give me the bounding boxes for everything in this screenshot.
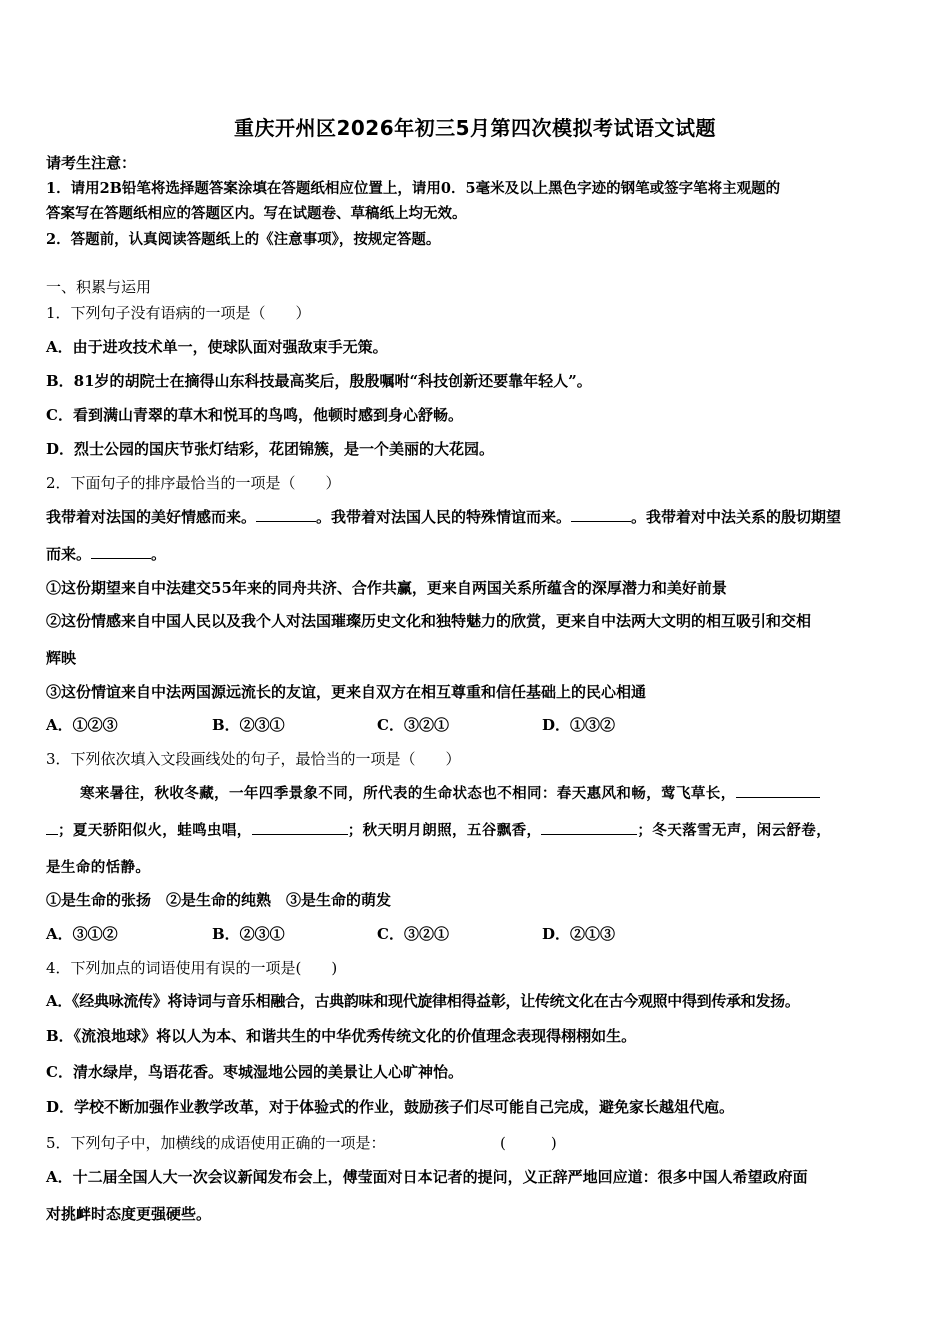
- q2-option-c: C．③②①: [377, 716, 449, 734]
- q2-text-1b: 。我带着对法国人民的特殊情谊而来。: [316, 508, 572, 526]
- notice-item-2: 2．答题前，认真阅读答题纸上的《注意事项》，按规定答题。: [46, 231, 441, 248]
- q3-option-b: B．②③①: [212, 925, 285, 943]
- q3-option-d: D．②①③: [542, 925, 616, 943]
- q3-passage-line1: [80, 782, 820, 803]
- q2-option-b: B．②③①: [212, 716, 285, 734]
- notice-item-1b: 答案写在答题纸相应的答题区内。写在试题卷、草稿纸上均无效。: [46, 205, 467, 222]
- q4-option-d: D．学校不断加强作业教学改革，对于体验式的作业，鼓励孩子们尽可能自己完成，避免家长越俎代庖。: [46, 1098, 735, 1116]
- q2-option-d: D．①③②: [542, 716, 616, 734]
- q1-option-b: B．81岁的胡院士在摘得山东科技最高奖后，殷殷嘱咐“科技创新还要靠年轻人”。: [46, 372, 592, 390]
- q2-stem: 2．下面句子的排序最恰当的一项是（ ）: [46, 474, 341, 492]
- q5-option-a-line1: A．十二届全国人大一次会议新闻发布会上，傅莹面对日本记者的提问，义正辞严地回应道：很多中国人希望政府面: [46, 1168, 808, 1186]
- q3-stem: 3．下列依次填入文段画线处的句子，最恰当的一项是（ ）: [46, 750, 461, 768]
- page-title: 重庆开州区2026年初三5月第四次模拟考试语文试题: [233, 116, 717, 140]
- q2-text-1a: 我带着对法国的美好情感而来。: [46, 508, 257, 526]
- q4-option-c: C．清水绿岸，鸟语花香。枣城湿地公园的美景让人心旷神怡。: [46, 1063, 463, 1081]
- q2-blank-1: [256, 507, 316, 522]
- q2-text-line2: [46, 543, 166, 564]
- q1-option-c: C．看到满山青翠的草木和悦耳的鸟鸣，他顿时感到身心舒畅。: [46, 406, 463, 424]
- q2-option-a: A．①②③: [46, 716, 118, 734]
- q3-blank-1a: [736, 783, 820, 798]
- q2-sentence-1: ①这份期望来自中法建交55年来的同舟共济、合作共赢，更来自两国关系所蕴含的深厚潜力和美好前景: [46, 579, 727, 597]
- q5-answer-paren: ( ): [500, 1134, 557, 1152]
- q2-sentence-2b: 辉映: [46, 649, 77, 667]
- q3-blank-3: [541, 820, 637, 835]
- q4-option-b: B．《流浪地球》将以人为本、和谐共生的中华优秀传统文化的价值理念表现得栩栩如生。: [46, 1027, 637, 1045]
- q3-blank-1b: [46, 820, 58, 835]
- notice-item-1a: 1．请用2B铅笔将选择题答案涂填在答题纸相应位置上，请用0．5毫米及以上黑色字迹的钢笔或签字笔将主观题的: [46, 180, 781, 197]
- q1-stem: 1．下列句子没有语病的一项是（ ）: [46, 304, 311, 322]
- q3-option-a: A．③①②: [46, 925, 118, 943]
- q2-text-line1: [46, 506, 841, 527]
- q3-passage-1: 寒来暑往，秋收冬藏，一年四季景象不同，所代表的生命状态也不相同：春天惠风和畅，莺飞草长，: [80, 785, 736, 802]
- q2-blank-2: [571, 507, 631, 522]
- q3-passage-2a: ；夏天骄阳似火，蛙鸣虫唱，: [58, 822, 252, 839]
- q2-sentence-3: ③这份情谊来自中法两国源远流长的友谊，更来自双方在相互尊重和信任基础上的民心相通: [46, 683, 647, 701]
- q1-option-a: A．由于进攻技术单一，使球队面对强敌束手无策。: [46, 338, 388, 356]
- q1-option-d: D．烈士公园的国庆节张灯结彩，花团锦簇，是一个美丽的大花园。: [46, 440, 495, 458]
- q5-stem: 5．下列句子中，加横线的成语使用正确的一项是：: [46, 1134, 386, 1152]
- q2-text-2b: 。: [151, 545, 167, 563]
- notice-heading: 请考生注意：: [46, 154, 137, 172]
- q2-text-2a: 而来。: [46, 545, 92, 563]
- q3-passage-3: 是生命的恬静。: [46, 859, 151, 876]
- q4-option-a: A．《经典咏流传》将诗词与音乐相融合，古典韵味和现代旋律相得益彰，让传统文化在古今观照中得到传承和发扬。: [46, 992, 800, 1010]
- q3-passage-line2: [46, 819, 831, 840]
- q4-stem: 4．下列加点的词语使用有误的一项是( ): [46, 959, 338, 977]
- q3-passage-2c: ；冬天落雪无声，闲云舒卷，: [637, 822, 832, 839]
- section-heading: 一、积累与运用: [46, 278, 152, 296]
- q5-option-a-line2: 对挑衅时态度更强硬些。: [46, 1205, 212, 1223]
- q2-blank-3: [91, 544, 151, 559]
- q3-blank-2: [252, 820, 348, 835]
- q2-text-1c: 。我带着对中法关系的殷切期望: [631, 508, 842, 526]
- q3-choices: ①是生命的张扬 ②是生命的纯熟 ③是生命的萌发: [46, 891, 392, 909]
- q3-passage-2b: ；秋天明月朗照，五谷飘香，: [347, 822, 542, 839]
- q2-sentence-2a: ②这份情感来自中国人民以及我个人对法国璀璨历史文化和独特魅力的欣赏，更来自中法两大文明的相互吸引和交相: [46, 612, 812, 630]
- q3-option-c: C．③②①: [377, 925, 449, 943]
